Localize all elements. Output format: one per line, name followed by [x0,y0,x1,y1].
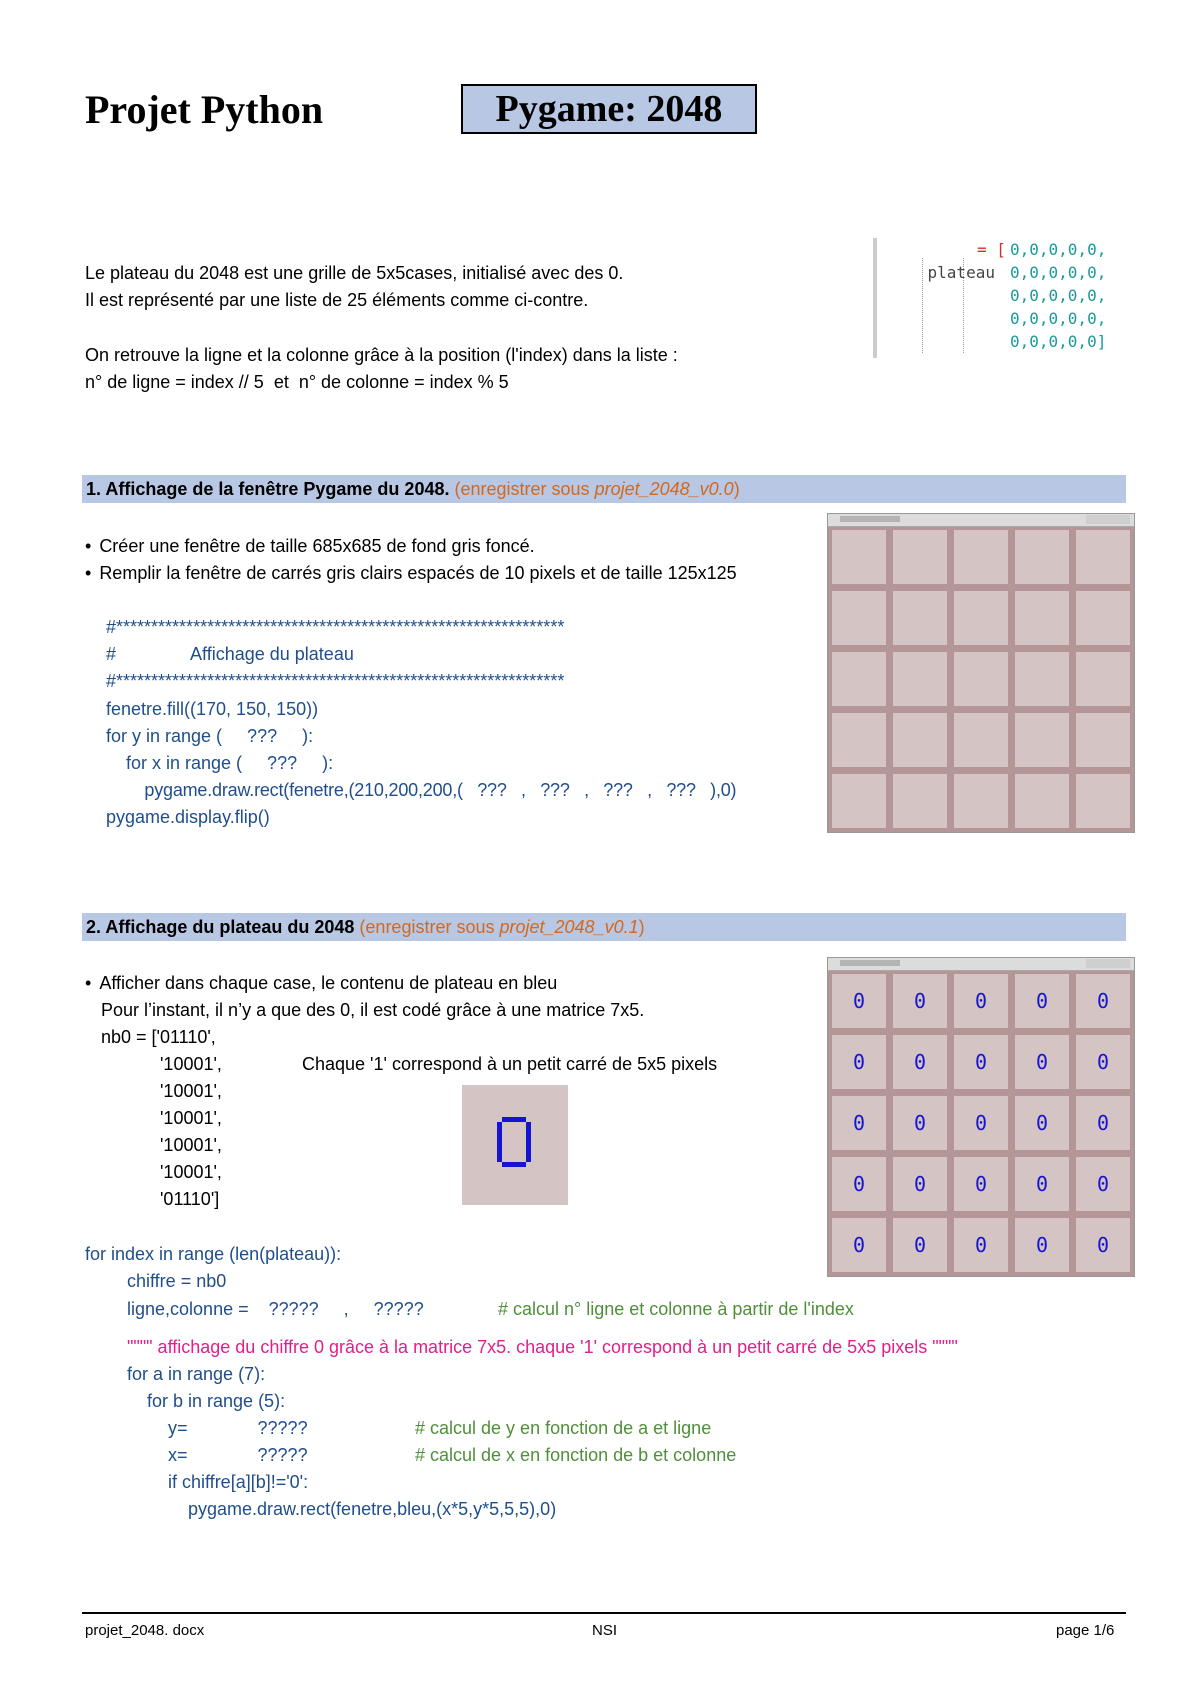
s2-code-chiffre: chiffre = nb0 [127,1271,227,1291]
s2-code-if: if chiffre[a][b]!='0': [168,1472,309,1492]
section-2-save-suffix: ) [638,917,645,937]
window-titlebar [828,514,1134,527]
grid-cell-digit: 0 [913,1050,927,1074]
s2-code-ligne-colonne: ligne,colonne = ????? , ????? [127,1299,424,1319]
grid-cell [1015,591,1069,645]
grid-cell-digit: 0 [852,1111,866,1135]
grid-cell [1076,1035,1130,1089]
grid-cell-digit: 0 [1035,1050,1049,1074]
grid-cell [954,1096,1008,1150]
s1-code-line-5: for y in range ( ??? ): [106,726,314,746]
grid-cell [954,1157,1008,1211]
grid-cell-digit: 0 [1096,1172,1110,1196]
grid-cell [832,591,886,645]
plateau-row-2: 0,0,0,0,0, [1010,263,1107,282]
grid-cell [893,1096,947,1150]
section-1-save-suffix: ) [733,479,740,499]
s2-code-draw: pygame.draw.rect(fenetre,bleu,(x*5,y*5,5,5),0) [188,1499,557,1519]
s2-code-y: y= ????? [168,1418,308,1438]
grid-cell [893,1218,947,1272]
section-2-bullet-1: • Afficher dans chaque case, le contenu de plateau en bleu [85,970,557,997]
grid-cell [954,530,1008,584]
grid-cell-digit: 0 [1096,989,1110,1013]
grid-cell-digit: 0 [852,1172,866,1196]
grid-cell [1076,530,1130,584]
section-1-save-prefix: (enregistrer sous [454,479,595,499]
grid-cell-digit: 0 [913,989,927,1013]
pygame-window-zero-grid [827,957,1135,1277]
grid-cell [1076,713,1130,767]
section-2-title: 2. Affichage du plateau du 2048 [86,917,355,937]
grid-cell [832,1096,886,1150]
grid-cell [1015,1096,1069,1150]
grid-cell [832,1157,886,1211]
grid-cell [1076,974,1130,1028]
footer-rule [82,1612,1126,1614]
grid-cell [893,713,947,767]
grid-cell [1015,1157,1069,1211]
grid-cell-digit: 0 [913,1111,927,1135]
grid-cell [1076,1096,1130,1150]
pygame-window-empty-grid [827,513,1135,833]
intro-line-4: n° de ligne = index // 5 et n° de colonne = index % 5 [85,372,509,392]
s1-code-line-4: fenetre.fill((170, 150, 150)) [106,699,319,719]
grid-cell [1076,652,1130,706]
section-1-bullet-1: • Créer une fenêtre de taille 685x685 de fond gris foncé. [85,533,535,560]
grid-cell [954,591,1008,645]
page-title: Projet Python [85,87,324,132]
grid-cell [893,1157,947,1211]
nb0-line-4: '10001', [160,1108,222,1128]
window-titlebar [828,958,1134,971]
s2-code-x: x= ????? [168,1445,308,1465]
grid-cell [832,1035,886,1089]
grid-cell [1015,713,1069,767]
grid-cell [1015,774,1069,828]
grid-cell-digit: 0 [1035,1233,1049,1257]
plateau-row-5: 0,0,0,0,0] [1010,332,1107,351]
grid-cell [1076,1157,1130,1211]
title-badge: Pygame: 2048 [461,84,757,134]
grid-cell [893,530,947,584]
grid-cell [893,652,947,706]
grid-cell [1015,530,1069,584]
grid-cell [954,652,1008,706]
s2-code-for-b: for b in range (5): [147,1391,286,1411]
grid-cell-digit: 0 [1096,1050,1110,1074]
grid-cell [893,774,947,828]
intro-line-2: Il est représenté par une liste de 25 éléments comme ci-contre. [85,290,589,310]
footer-page-number: page 1/6 [1056,1622,1115,1639]
plateau-assign: = [ [977,240,1006,259]
grid-cell-digit: 0 [974,1233,988,1257]
grid-cell [893,591,947,645]
grid-cell [832,652,886,706]
grid-cell-digit: 0 [1035,1172,1049,1196]
grid-cell [1015,652,1069,706]
grid-cell-digit: 0 [974,989,988,1013]
grid-cell-digit: 0 [1096,1111,1110,1135]
plateau-code-snippet [873,238,1127,358]
grid-cell [1076,591,1130,645]
plateau-row-4: 0,0,0,0,0, [1010,309,1107,328]
grid-cell-digit: 0 [852,1050,866,1074]
section-1-heading [82,475,1126,503]
section-1-bullet-2: • Remplir la fenêtre de carrés gris clairs espacés de 10 pixels et de taille 125x125 [85,560,737,587]
grid-cell [1076,774,1130,828]
plateau-name: plateau [927,263,995,282]
s2-comment-y: # calcul de y en fonction de a et ligne [415,1418,712,1438]
grid-cell [832,774,886,828]
grid-cell [1015,974,1069,1028]
s2-code-loop: for index in range (len(plateau)): [85,1244,342,1264]
grid-cell [1015,1035,1069,1089]
s1-code-line-7: pygame.draw.rect(fenetre,(210,200,200,( ??? , ??? , ??? , ??? ),0) [106,780,737,800]
s2-code-for-a: for a in range (7): [127,1364,266,1384]
nb0-line-5: '10001', [160,1135,222,1155]
nb0-line-2: '10001', [160,1054,222,1074]
grid-cell-digit: 0 [852,989,866,1013]
footer-subject: NSI [592,1622,618,1639]
grid-cell [954,774,1008,828]
digit-zero-pixels [462,1085,568,1205]
grid-cell [832,974,886,1028]
grid-cell-digit: 0 [913,1233,927,1257]
grid-cell-digit: 0 [974,1172,988,1196]
grid-cell [954,1035,1008,1089]
grid-cell-digit: 0 [974,1050,988,1074]
s2-comment-ligne-colonne: # calcul n° ligne et colonne à partir de l'index [498,1299,854,1319]
nb0-line-6: '10001', [160,1162,222,1182]
nb0-line-7: '01110'] [160,1189,220,1209]
grid-cell [832,713,886,767]
s1-code-line-2: # Affichage du plateau [106,644,354,664]
grid-cell [954,974,1008,1028]
grid-cell [832,1218,886,1272]
grid-cell [1015,1218,1069,1272]
grid-cell [893,1035,947,1089]
grid-cell [954,1218,1008,1272]
digit-zero-preview [462,1085,568,1205]
section-1-title: 1. Affichage de la fenêtre Pygame du 2048. [86,479,450,499]
section-2-heading [82,913,1126,941]
section-2-save-prefix: (enregistrer sous [359,917,500,937]
section-2-line-2: Pour l’instant, il n’y a que des 0, il est codé grâce à une matrice 7x5. [101,1000,645,1020]
grid-cell [1076,1218,1130,1272]
grid-cell [893,974,947,1028]
section-1-save-file: projet_2048_v0.0 [594,479,734,499]
s1-code-line-6: for x in range ( ??? ): [106,753,334,773]
footer-filename: projet_2048. docx [85,1622,205,1639]
grid-cell-digit: 0 [1096,1233,1110,1257]
intro-line-1: Le plateau du 2048 est une grille de 5x5cases, initialisé avec des 0. [85,263,624,283]
s1-code-line-3: #**************************************************************** [106,671,565,691]
nb0-line-3: '10001', [160,1081,222,1101]
grid-cell [954,713,1008,767]
grid-cell-digit: 0 [913,1172,927,1196]
pixel-note: Chaque '1' correspond à un petit carré de 5x5 pixels [302,1054,718,1074]
grid-cell-digit: 0 [1035,989,1049,1013]
plateau-row-3: 0,0,0,0,0, [1010,286,1107,305]
intro-line-3: On retrouve la ligne et la colonne grâce à la position (l'index) dans la liste : [85,345,678,365]
nb0-line-1: nb0 = ['01110', [101,1027,216,1047]
section-2-save-file: projet_2048_v0.1 [499,917,639,937]
grid-cell-digit: 0 [1035,1111,1049,1135]
s1-code-line-1: #**************************************************************** [106,617,565,637]
plateau-row-1: 0,0,0,0,0, [1010,240,1107,259]
grid-cell-digit: 0 [852,1233,866,1257]
grid-cell [832,530,886,584]
s2-comment-x: # calcul de x en fonction de b et colonne [415,1445,737,1465]
s1-code-line-8: pygame.display.flip() [106,807,270,827]
s2-docstring: """" affichage du chiffre 0 grâce à la matrice 7x5. chaque '1' correspond à un petit carré de 5x5 pixels """" [127,1337,958,1357]
grid-cell-digit: 0 [974,1111,988,1135]
